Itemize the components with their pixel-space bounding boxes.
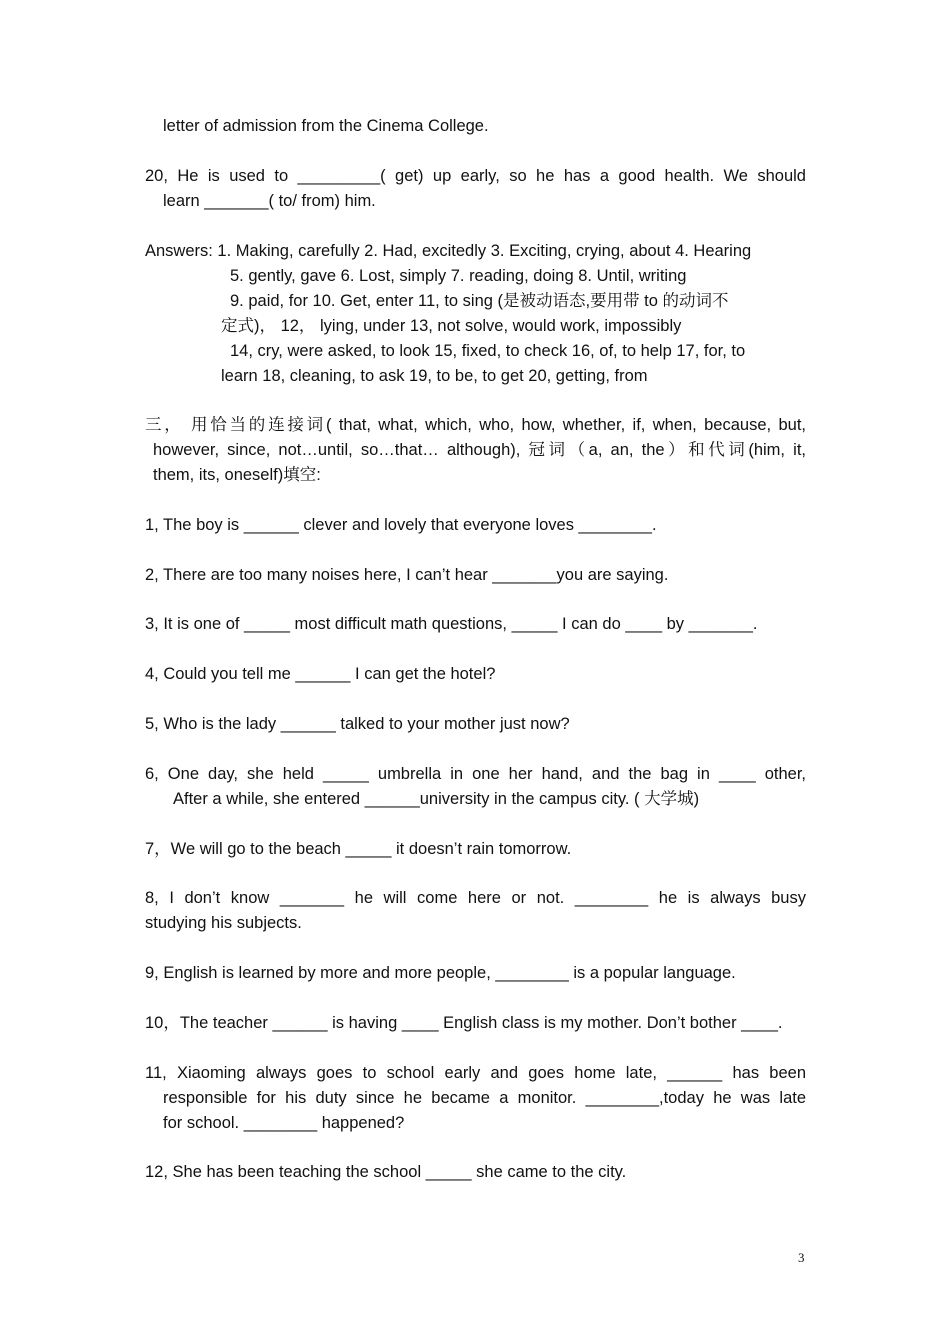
answers-line: 5. gently, gave 6. Lost, simply 7. reading, doing 8. Until, writing [230,267,687,285]
question-line: studying his subjects. [145,914,302,932]
answers-line: 9. paid, for 10. Get, enter 11, to sing (是被动语态,要用带 to 的动词不 [230,292,729,310]
question-line: 4, Could you tell me ______ I can get the hotel? [145,665,496,683]
answers-line: 14, cry, were asked, to look 15, fixed, to check 16, of, to help 17, for, to [230,342,746,360]
question-line: 1, The boy is ______ clever and lovely that everyone loves ________. [145,516,657,534]
question-line: 11, Xiaoming always goes to school early and goes home late, ______ has been [145,1064,806,1082]
question-line: 9, English is learned by more and more people, ________ is a popular language. [145,964,736,982]
section-heading: 三， 用恰当的连接词( that, what, which, who, how, whether, if, when, because, but, [145,416,806,434]
section-heading: them, its, oneself)填空: [153,466,321,484]
answers-line: Answers: 1. Making, carefully 2. Had, excitedly 3. Exciting, crying, about 4. Hearing [145,242,752,260]
section-heading: however, since, not…until, so…that… although), 冠词（a, an, the）和代词(him, it, [153,441,806,459]
question-line: 3, It is one of _____ most difficult math questions, _____ I can do ____ by _______. [145,615,758,633]
question-line: After a while, she entered ______university in the campus city. ( 大学城) [173,790,700,808]
question-line: 12, She has been teaching the school _____ she came to the city. [145,1163,627,1181]
question-line: responsible for his duty since he became a monitor. ________,today he was late [163,1089,806,1107]
text-line: letter of admission from the Cinema College. [163,117,489,135]
question-line: 6, One day, she held _____ umbrella in one her hand, and the bag in ____ other, [145,765,806,783]
question-line: 10，The teacher ______ is having ____ English class is my mother. Don’t bother ____. [145,1014,783,1032]
text-line: learn _______( to/ from) him. [163,192,376,210]
question-line: for school. ________ happened? [163,1114,405,1132]
answers-line: learn 18, cleaning, to ask 19, to be, to get 20, getting, from [221,367,648,385]
question-line: 8, I don’t know _______ he will come here or not. ________ he is always busy [145,889,806,907]
answers-line: 定式)， 12， lying, under 13, not solve, would work, impossibly [221,317,682,335]
question-line: 7，We will go to the beach _____ it doesn’t rain tomorrow. [145,840,572,858]
page-number: 3 [798,1250,805,1265]
question-line: 20, He is used to _________( get) up early, so he has a good health. We should [145,167,806,185]
question-line: 2, There are too many noises here, I can’t hear _______you are saying. [145,566,669,584]
question-line: 5, Who is the lady ______ talked to your mother just now? [145,715,570,733]
